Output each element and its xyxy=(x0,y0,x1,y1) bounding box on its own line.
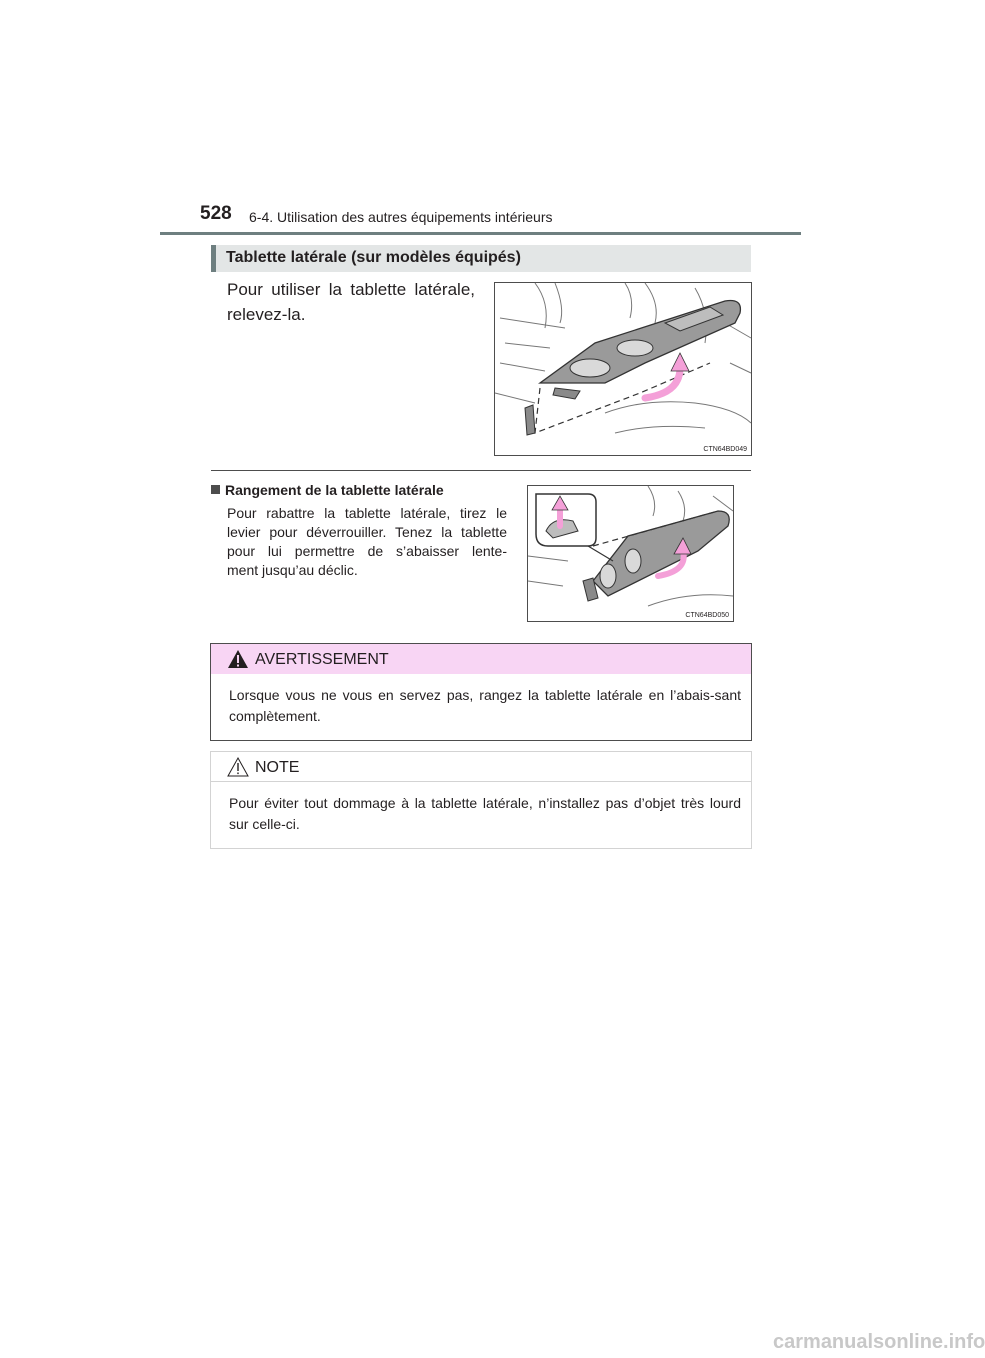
figure-tray-store xyxy=(527,485,734,622)
figure-tray-raise xyxy=(494,282,752,456)
intro-line: Pour utiliser la tablette latérale, xyxy=(227,280,475,299)
body-line: levier pour déverrouiller. Tenez la tablette xyxy=(227,524,507,540)
figure-code: CTN64BD049 xyxy=(703,446,747,453)
subsection-body xyxy=(227,504,507,580)
body-line: pour lui permettre de s’abaisser lente- xyxy=(227,543,507,559)
figure-code: CTN64BD050 xyxy=(685,612,729,619)
tray-raise-illustration xyxy=(495,283,751,455)
warning-header xyxy=(211,644,751,674)
warning-text: Lorsque vous ne vous en servez pas, rangez la tablette latérale en l’abais-sant complètement. xyxy=(229,687,741,724)
divider xyxy=(211,470,751,471)
body-line: Pour rabattre la tablette latérale, tirez le xyxy=(227,505,507,521)
intro-line: relevez-la. xyxy=(227,305,306,324)
warning-label: AVERTISSEMENT xyxy=(255,651,389,668)
header-rule xyxy=(160,232,801,235)
tray-store-illustration xyxy=(528,486,733,621)
caution-triangle-icon xyxy=(227,757,249,777)
note-box xyxy=(210,751,752,849)
warning-box xyxy=(210,643,752,741)
section-title-bar xyxy=(211,245,751,272)
intro-text xyxy=(227,277,475,327)
warning-triangle-icon xyxy=(227,649,249,669)
note-header xyxy=(211,752,751,782)
watermark: carmanualsonline.info xyxy=(773,1331,985,1353)
subsection-heading-text: Rangement de la tablette latérale xyxy=(225,482,444,498)
section-title: Tablette latérale (sur modèles équipés) xyxy=(226,249,521,266)
subsection-heading xyxy=(211,482,444,498)
section-header: 6-4. Utilisation des autres équipements intérieurs xyxy=(249,209,553,225)
page-number: 528 xyxy=(200,203,232,224)
title-accent xyxy=(211,245,216,272)
bullet-square-icon xyxy=(211,485,220,494)
note-label: NOTE xyxy=(255,759,300,776)
body-line: ment jusqu’au déclic. xyxy=(227,562,358,578)
note-text: Pour éviter tout dommage à la tablette latérale, n’installez pas d’objet très lourd sur celle-ci. xyxy=(229,795,741,832)
